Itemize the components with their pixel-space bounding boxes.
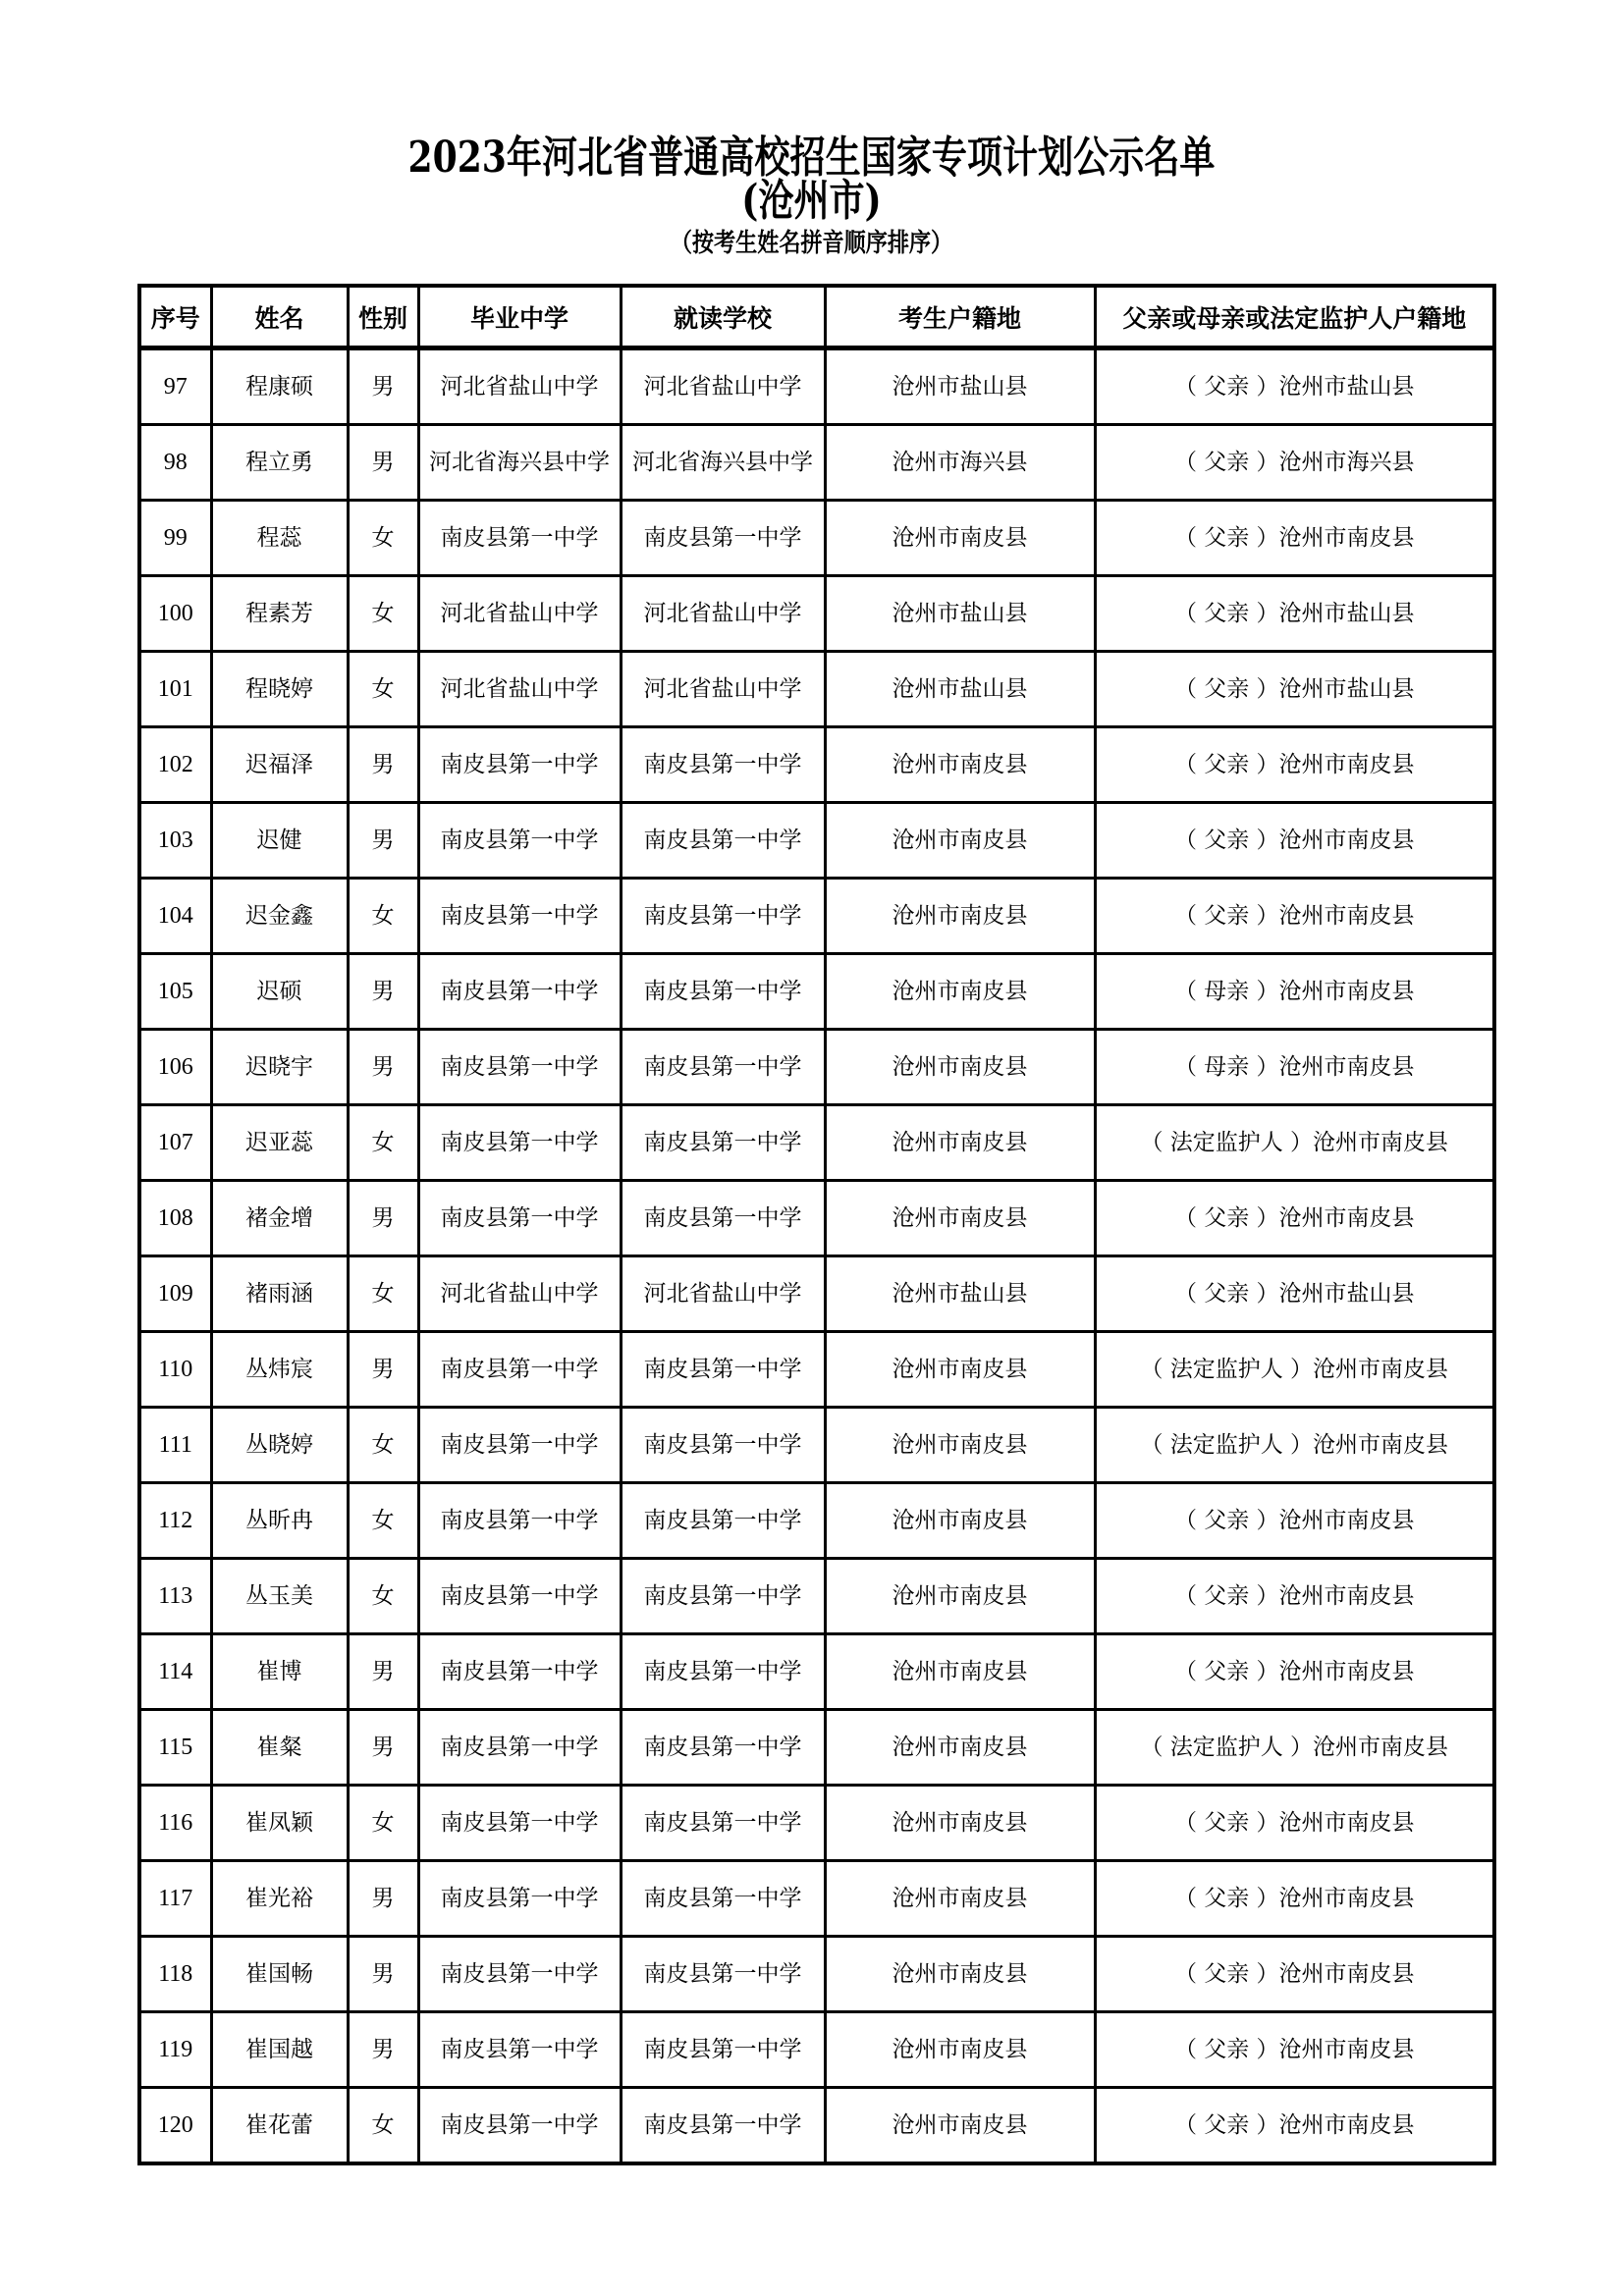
cell-name: 丛晓婷 — [211, 1408, 348, 1483]
cell-guardian-residence: （ 父亲 ）沧州市盐山县 — [1095, 576, 1494, 652]
cell-name: 迟亚蕊 — [211, 1105, 348, 1181]
table-row — [139, 1861, 1494, 1937]
cell-student-residence: 沧州市盐山县 — [825, 1256, 1095, 1332]
cell-name: 崔国越 — [211, 2012, 348, 2088]
cell-guardian-residence: （ 父亲 ）沧州市南皮县 — [1095, 2088, 1494, 2164]
cell-guardian-residence: （ 父亲 ）沧州市海兴县 — [1095, 425, 1494, 501]
cell-student-residence: 沧州市南皮县 — [825, 1559, 1095, 1634]
cell-current-school: 南皮县第一中学 — [621, 1408, 825, 1483]
cell-gender: 男 — [348, 425, 418, 501]
table-row — [139, 1332, 1494, 1408]
cell-student-residence: 沧州市盐山县 — [825, 348, 1095, 425]
cell-current-school: 河北省海兴县中学 — [621, 425, 825, 501]
cell-current-school: 河北省盐山中学 — [621, 1256, 825, 1332]
cell-guardian-residence: （ 法定监护人 ）沧州市南皮县 — [1095, 1332, 1494, 1408]
cell-name: 崔粲 — [211, 1710, 348, 1786]
cell-serial-no: 115 — [139, 1710, 211, 1786]
cell-name: 程晓婷 — [211, 652, 348, 727]
cell-current-school: 南皮县第一中学 — [621, 2088, 825, 2164]
cell-gender: 女 — [348, 1408, 418, 1483]
cell-gender: 女 — [348, 576, 418, 652]
table-row — [139, 1408, 1494, 1483]
cell-serial-no: 119 — [139, 2012, 211, 2088]
cell-serial-no: 101 — [139, 652, 211, 727]
cell-name: 程蕊 — [211, 501, 348, 576]
cell-student-residence: 沧州市南皮县 — [825, 2088, 1095, 2164]
cell-name: 迟硕 — [211, 954, 348, 1030]
cell-serial-no: 104 — [139, 879, 211, 954]
cell-name: 丛炜宸 — [211, 1332, 348, 1408]
cell-graduation-school: 南皮县第一中学 — [418, 1559, 621, 1634]
cell-graduation-school: 南皮县第一中学 — [418, 879, 621, 954]
cell-name: 迟健 — [211, 803, 348, 879]
cell-student-residence: 沧州市南皮县 — [825, 1030, 1095, 1105]
cell-gender: 女 — [348, 1786, 418, 1861]
cell-gender: 女 — [348, 2088, 418, 2164]
cell-serial-no: 98 — [139, 425, 211, 501]
cell-student-residence: 沧州市海兴县 — [825, 425, 1095, 501]
cell-current-school: 南皮县第一中学 — [621, 501, 825, 576]
cell-guardian-residence: （ 父亲 ）沧州市南皮县 — [1095, 803, 1494, 879]
cell-guardian-residence: （ 母亲 ）沧州市南皮县 — [1095, 954, 1494, 1030]
cell-serial-no: 108 — [139, 1181, 211, 1256]
cell-serial-no: 100 — [139, 576, 211, 652]
sort-note: （按考生姓名拼音顺序排序） — [670, 229, 953, 258]
cell-student-residence: 沧州市南皮县 — [825, 1483, 1095, 1559]
cell-guardian-residence: （ 父亲 ）沧州市南皮县 — [1095, 1937, 1494, 2012]
cell-gender: 女 — [348, 1483, 418, 1559]
table-body — [139, 348, 1494, 2164]
cell-guardian-residence: （ 法定监护人 ）沧州市南皮县 — [1095, 1408, 1494, 1483]
cell-student-residence: 沧州市盐山县 — [825, 652, 1095, 727]
cell-student-residence: 沧州市盐山县 — [825, 576, 1095, 652]
cell-current-school: 河北省盐山中学 — [621, 576, 825, 652]
cell-graduation-school: 南皮县第一中学 — [418, 1030, 621, 1105]
table-row — [139, 576, 1494, 652]
cell-guardian-residence: （ 父亲 ）沧州市南皮县 — [1095, 1634, 1494, 1710]
cell-serial-no: 97 — [139, 348, 211, 425]
cell-graduation-school: 河北省海兴县中学 — [418, 425, 621, 501]
cell-serial-no: 102 — [139, 727, 211, 803]
table-row — [139, 727, 1494, 803]
cell-guardian-residence: （ 法定监护人 ）沧州市南皮县 — [1095, 1710, 1494, 1786]
cell-serial-no: 99 — [139, 501, 211, 576]
cell-student-residence: 沧州市南皮县 — [825, 2012, 1095, 2088]
cell-student-residence: 沧州市南皮县 — [825, 1937, 1095, 2012]
cell-graduation-school: 南皮县第一中学 — [418, 1408, 621, 1483]
cell-serial-no: 110 — [139, 1332, 211, 1408]
cell-current-school: 南皮县第一中学 — [621, 879, 825, 954]
cell-name: 迟福泽 — [211, 727, 348, 803]
table-row — [139, 425, 1494, 501]
cell-graduation-school: 南皮县第一中学 — [418, 1634, 621, 1710]
cell-name: 崔凤颖 — [211, 1786, 348, 1861]
cell-serial-no: 107 — [139, 1105, 211, 1181]
cell-name: 崔博 — [211, 1634, 348, 1710]
cell-name: 丛玉美 — [211, 1559, 348, 1634]
cell-guardian-residence: （ 父亲 ）沧州市南皮县 — [1095, 2012, 1494, 2088]
cell-graduation-school: 南皮县第一中学 — [418, 2088, 621, 2164]
cell-student-residence: 沧州市南皮县 — [825, 1332, 1095, 1408]
cell-serial-no: 114 — [139, 1634, 211, 1710]
cell-gender: 女 — [348, 879, 418, 954]
cell-graduation-school: 河北省盐山中学 — [418, 348, 621, 425]
cell-student-residence: 沧州市南皮县 — [825, 1105, 1095, 1181]
header-graduation-school: 毕业中学 — [418, 286, 621, 348]
cell-serial-no: 109 — [139, 1256, 211, 1332]
cell-gender: 男 — [348, 1181, 418, 1256]
header-name: 姓名 — [211, 286, 348, 348]
table-row — [139, 2012, 1494, 2088]
cell-name: 崔花蕾 — [211, 2088, 348, 2164]
cell-name: 崔光裕 — [211, 1861, 348, 1937]
cell-graduation-school: 河北省盐山中学 — [418, 1256, 621, 1332]
cell-gender: 男 — [348, 803, 418, 879]
cell-current-school: 南皮县第一中学 — [621, 1634, 825, 1710]
cell-serial-no: 106 — [139, 1030, 211, 1105]
cell-name: 迟晓宇 — [211, 1030, 348, 1105]
cell-current-school: 南皮县第一中学 — [621, 1786, 825, 1861]
table-row — [139, 1030, 1494, 1105]
document-subtitle: (沧州市) — [741, 176, 882, 226]
cell-name: 崔国畅 — [211, 1937, 348, 2012]
cell-name: 程立勇 — [211, 425, 348, 501]
table-row — [139, 1634, 1494, 1710]
cell-current-school: 南皮县第一中学 — [621, 1332, 825, 1408]
header-student-residence: 考生户籍地 — [825, 286, 1095, 348]
cell-serial-no: 117 — [139, 1861, 211, 1937]
header-gender: 性别 — [348, 286, 418, 348]
cell-gender: 女 — [348, 1256, 418, 1332]
cell-student-residence: 沧州市南皮县 — [825, 1634, 1095, 1710]
cell-graduation-school: 南皮县第一中学 — [418, 1937, 621, 2012]
cell-student-residence: 沧州市南皮县 — [825, 879, 1095, 954]
cell-current-school: 南皮县第一中学 — [621, 1937, 825, 2012]
cell-guardian-residence: （ 父亲 ）沧州市盐山县 — [1095, 348, 1494, 425]
table-row — [139, 348, 1494, 425]
cell-current-school: 南皮县第一中学 — [621, 803, 825, 879]
cell-name: 程素芳 — [211, 576, 348, 652]
cell-student-residence: 沧州市南皮县 — [825, 1710, 1095, 1786]
cell-student-residence: 沧州市南皮县 — [825, 1408, 1095, 1483]
cell-name: 褚雨涵 — [211, 1256, 348, 1332]
cell-student-residence: 沧州市南皮县 — [825, 954, 1095, 1030]
cell-current-school: 南皮县第一中学 — [621, 1030, 825, 1105]
cell-guardian-residence: （ 父亲 ）沧州市南皮县 — [1095, 501, 1494, 576]
cell-guardian-residence: （ 父亲 ）沧州市南皮县 — [1095, 1559, 1494, 1634]
cell-serial-no: 105 — [139, 954, 211, 1030]
cell-guardian-residence: （ 法定监护人 ）沧州市南皮县 — [1095, 1105, 1494, 1181]
cell-gender: 女 — [348, 1105, 418, 1181]
cell-graduation-school: 南皮县第一中学 — [418, 2012, 621, 2088]
cell-name: 丛昕冉 — [211, 1483, 348, 1559]
document-title: 2023年河北省普通高校招生国家专项计划公示名单 — [407, 133, 1216, 183]
cell-gender: 男 — [348, 1634, 418, 1710]
cell-graduation-school: 河北省盐山中学 — [418, 576, 621, 652]
cell-gender: 男 — [348, 1332, 418, 1408]
cell-current-school: 南皮县第一中学 — [621, 954, 825, 1030]
cell-graduation-school: 南皮县第一中学 — [418, 1710, 621, 1786]
table-row — [139, 1786, 1494, 1861]
cell-guardian-residence: （ 父亲 ）沧州市南皮县 — [1095, 1786, 1494, 1861]
cell-graduation-school: 南皮县第一中学 — [418, 1332, 621, 1408]
header-current-school: 就读学校 — [621, 286, 825, 348]
table-row — [139, 803, 1494, 879]
cell-serial-no: 120 — [139, 2088, 211, 2164]
cell-gender: 女 — [348, 1559, 418, 1634]
table-row — [139, 1710, 1494, 1786]
header-serial-no: 序号 — [139, 286, 211, 348]
cell-serial-no: 118 — [139, 1937, 211, 2012]
cell-guardian-residence: （ 父亲 ）沧州市南皮县 — [1095, 1483, 1494, 1559]
cell-guardian-residence: （ 父亲 ）沧州市盐山县 — [1095, 652, 1494, 727]
cell-student-residence: 沧州市南皮县 — [825, 1181, 1095, 1256]
cell-current-school: 南皮县第一中学 — [621, 1861, 825, 1937]
cell-graduation-school: 河北省盐山中学 — [418, 652, 621, 727]
cell-serial-no: 112 — [139, 1483, 211, 1559]
cell-gender: 男 — [348, 1861, 418, 1937]
cell-guardian-residence: （ 父亲 ）沧州市南皮县 — [1095, 879, 1494, 954]
cell-current-school: 南皮县第一中学 — [621, 1181, 825, 1256]
table-row — [139, 1483, 1494, 1559]
cell-guardian-residence: （ 父亲 ）沧州市盐山县 — [1095, 1256, 1494, 1332]
cell-graduation-school: 南皮县第一中学 — [418, 803, 621, 879]
cell-graduation-school: 南皮县第一中学 — [418, 954, 621, 1030]
cell-student-residence: 沧州市南皮县 — [825, 727, 1095, 803]
cell-gender: 男 — [348, 1710, 418, 1786]
cell-serial-no: 113 — [139, 1559, 211, 1634]
cell-student-residence: 沧州市南皮县 — [825, 501, 1095, 576]
cell-current-school: 南皮县第一中学 — [621, 1710, 825, 1786]
cell-guardian-residence: （ 父亲 ）沧州市南皮县 — [1095, 1861, 1494, 1937]
cell-gender: 女 — [348, 652, 418, 727]
table-row — [139, 1256, 1494, 1332]
table-row — [139, 1181, 1494, 1256]
header-guardian-residence: 父亲或母亲或法定监护人户籍地 — [1095, 286, 1494, 348]
cell-graduation-school: 南皮县第一中学 — [418, 727, 621, 803]
cell-gender: 男 — [348, 2012, 418, 2088]
table-row — [139, 1105, 1494, 1181]
table-row — [139, 652, 1494, 727]
cell-graduation-school: 南皮县第一中学 — [418, 501, 621, 576]
cell-gender: 男 — [348, 727, 418, 803]
table-row — [139, 1559, 1494, 1634]
table-row — [139, 954, 1494, 1030]
cell-serial-no: 111 — [139, 1408, 211, 1483]
cell-graduation-school: 南皮县第一中学 — [418, 1105, 621, 1181]
cell-student-residence: 沧州市南皮县 — [825, 1786, 1095, 1861]
cell-student-residence: 沧州市南皮县 — [825, 803, 1095, 879]
cell-gender: 女 — [348, 501, 418, 576]
cell-graduation-school: 南皮县第一中学 — [418, 1181, 621, 1256]
cell-student-residence: 沧州市南皮县 — [825, 1861, 1095, 1937]
cell-graduation-school: 南皮县第一中学 — [418, 1786, 621, 1861]
cell-gender: 男 — [348, 954, 418, 1030]
cell-gender: 男 — [348, 1937, 418, 2012]
cell-serial-no: 116 — [139, 1786, 211, 1861]
cell-current-school: 南皮县第一中学 — [621, 1559, 825, 1634]
table-row — [139, 2088, 1494, 2164]
cell-gender: 男 — [348, 348, 418, 425]
cell-name: 褚金增 — [211, 1181, 348, 1256]
cell-current-school: 南皮县第一中学 — [621, 727, 825, 803]
cell-current-school: 河北省盐山中学 — [621, 652, 825, 727]
cell-serial-no: 103 — [139, 803, 211, 879]
cell-current-school: 南皮县第一中学 — [621, 1105, 825, 1181]
cell-graduation-school: 南皮县第一中学 — [418, 1483, 621, 1559]
student-list-table — [137, 284, 1496, 2165]
table-header-row — [139, 286, 1494, 348]
table-row — [139, 501, 1494, 576]
cell-current-school: 南皮县第一中学 — [621, 2012, 825, 2088]
cell-guardian-residence: （ 母亲 ）沧州市南皮县 — [1095, 1030, 1494, 1105]
cell-gender: 男 — [348, 1030, 418, 1105]
cell-current-school: 南皮县第一中学 — [621, 1483, 825, 1559]
cell-guardian-residence: （ 父亲 ）沧州市南皮县 — [1095, 1181, 1494, 1256]
cell-guardian-residence: （ 父亲 ）沧州市南皮县 — [1095, 727, 1494, 803]
cell-name: 迟金鑫 — [211, 879, 348, 954]
cell-current-school: 河北省盐山中学 — [621, 348, 825, 425]
cell-graduation-school: 南皮县第一中学 — [418, 1861, 621, 1937]
cell-name: 程康硕 — [211, 348, 348, 425]
table-row — [139, 1937, 1494, 2012]
table-row — [139, 879, 1494, 954]
